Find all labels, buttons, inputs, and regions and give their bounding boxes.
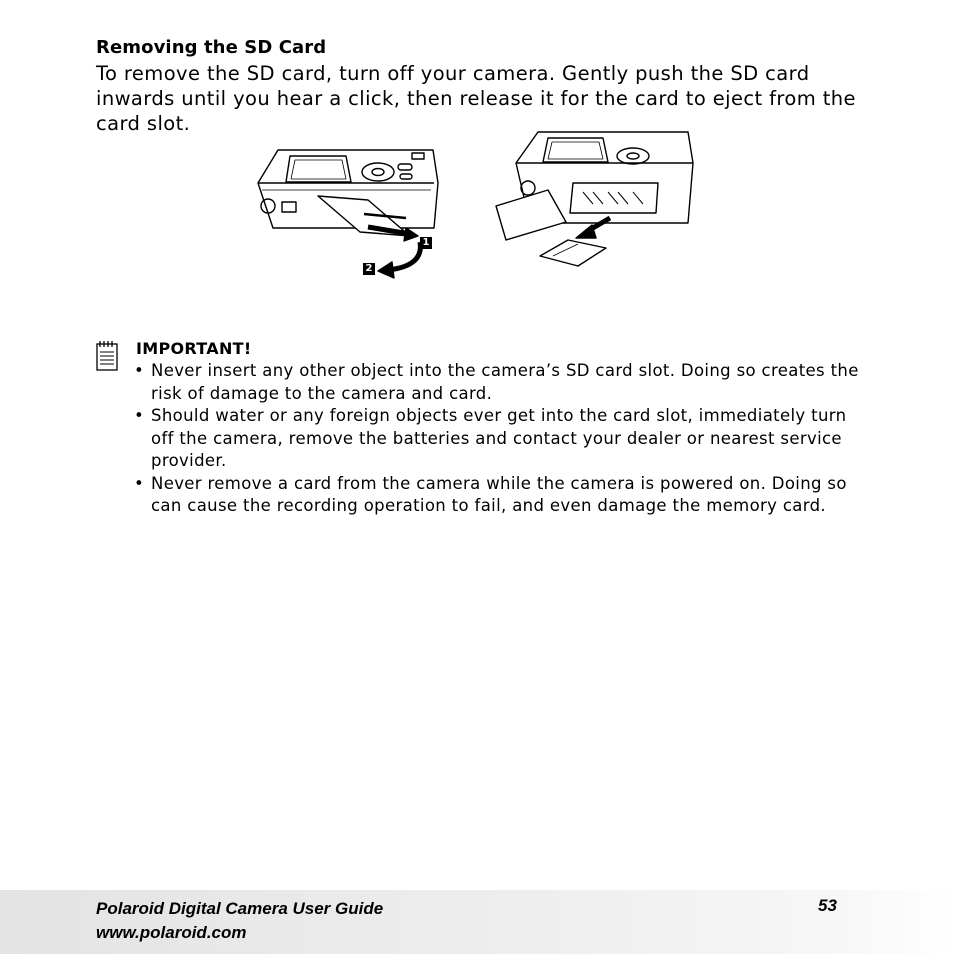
bullet-text: Never insert any other object into the camera’s SD card slot. Doing so creates the risk of damage to the camera and card. [151, 361, 859, 403]
page-footer [0, 890, 954, 954]
sd-card-removal-illustration [248, 128, 708, 286]
guide-title: Polaroid Digital Camera User Guide [96, 899, 384, 918]
important-bullet-list [131, 360, 871, 518]
list-item [131, 405, 871, 473]
intro-paragraph: To remove the SD card, turn off your camera. Gently push the SD card inwards until you hear a click, then release it for the card to eject from the card slot. [96, 62, 856, 135]
bullet-text: Never remove a card from the camera while the camera is powered on. Doing so can cause the recording operation to fail, and even damage the memory card. [151, 473, 847, 515]
notepad-icon [95, 340, 119, 372]
bullet-icon: • [134, 473, 145, 493]
list-item [131, 473, 871, 518]
section-heading: Removing the SD Card [96, 37, 327, 58]
website-url: www.polaroid.com [96, 923, 247, 942]
bullet-text: Should water or any foreign objects ever get into the card slot, immediately turn off the camera, remove the batteries and contact your dealer or nearest service provider. [151, 406, 847, 470]
page-number: 53 [818, 896, 837, 915]
step-2-badge: 2 [363, 263, 375, 275]
step-1-badge: 1 [420, 237, 432, 249]
important-title: IMPORTANT! [136, 339, 252, 358]
camera-illustration [248, 128, 708, 286]
bullet-icon: • [134, 406, 145, 425]
bullet-icon: • [134, 361, 145, 380]
list-item [131, 360, 871, 405]
